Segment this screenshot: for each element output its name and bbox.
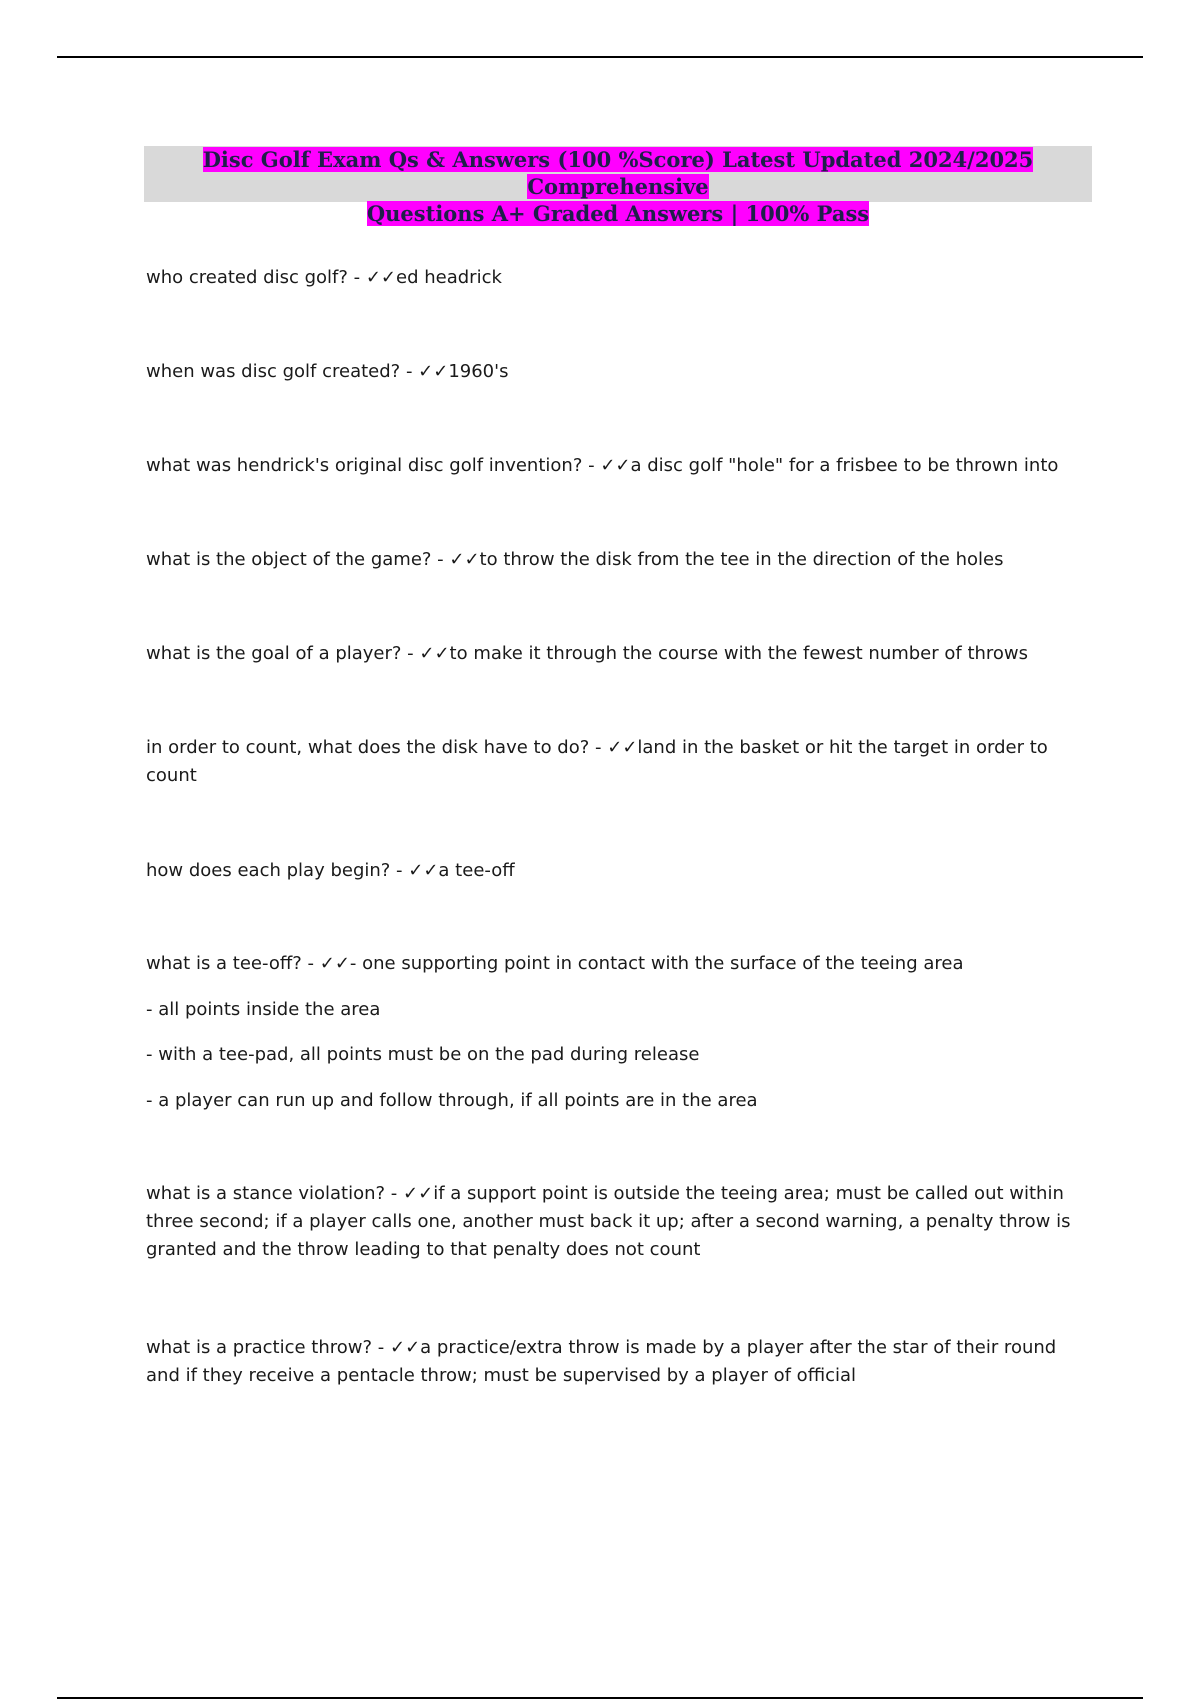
title-line-2: Questions A+ Graded Answers | 100% Pass (366, 201, 870, 226)
qa-item: what is a stance violation? - ✓✓if a support point is outside the teeing area; must be called out within three second; if a player calls one, another must back it up; after a second warning, a penalty throw is granted and the throw leading to that penalty does not count (146, 1183, 1071, 1260)
qa-item: what was hendrick's original disc golf invention? - ✓✓a disc golf "hole" for a frisbee to be thrown into (146, 455, 1059, 476)
qa-item: what is the goal of a player? - ✓✓to make it through the course with the fewest number of throws (146, 643, 1029, 664)
title-line-1: Disc Golf Exam Qs & Answers (100 %Score) Latest Updated 2024/2025 Comprehensive (202, 147, 1034, 199)
qa-item: - all points inside the area (146, 999, 381, 1020)
bottom-rule (57, 1697, 1143, 1699)
qa-item: who created disc golf? - ✓✓ed headrick (146, 267, 502, 288)
qa-item: - with a tee-pad, all points must be on the pad during release (146, 1044, 700, 1065)
qa-item: - a player can run up and follow through, if all points are in the area (146, 1090, 758, 1111)
document-title (144, 146, 1092, 226)
qa-item: when was disc golf created? - ✓✓1960's (146, 361, 509, 382)
top-rule (57, 56, 1143, 58)
qa-item: how does each play begin? - ✓✓a tee-off (146, 860, 515, 881)
qa-item: in order to count, what does the disk have to do? - ✓✓land in the basket or hit the target in order to count (146, 737, 1048, 786)
qa-item: what is a tee-off? - ✓✓- one supporting point in contact with the surface of the teeing area (146, 953, 964, 974)
qa-item: what is the object of the game? - ✓✓to throw the disk from the tee in the direction of the holes (146, 549, 1004, 570)
qa-item: what is a practice throw? - ✓✓a practice/extra throw is made by a player after the star of their round and if they receive a pentacle throw; must be supervised by a player of official (146, 1337, 1057, 1386)
